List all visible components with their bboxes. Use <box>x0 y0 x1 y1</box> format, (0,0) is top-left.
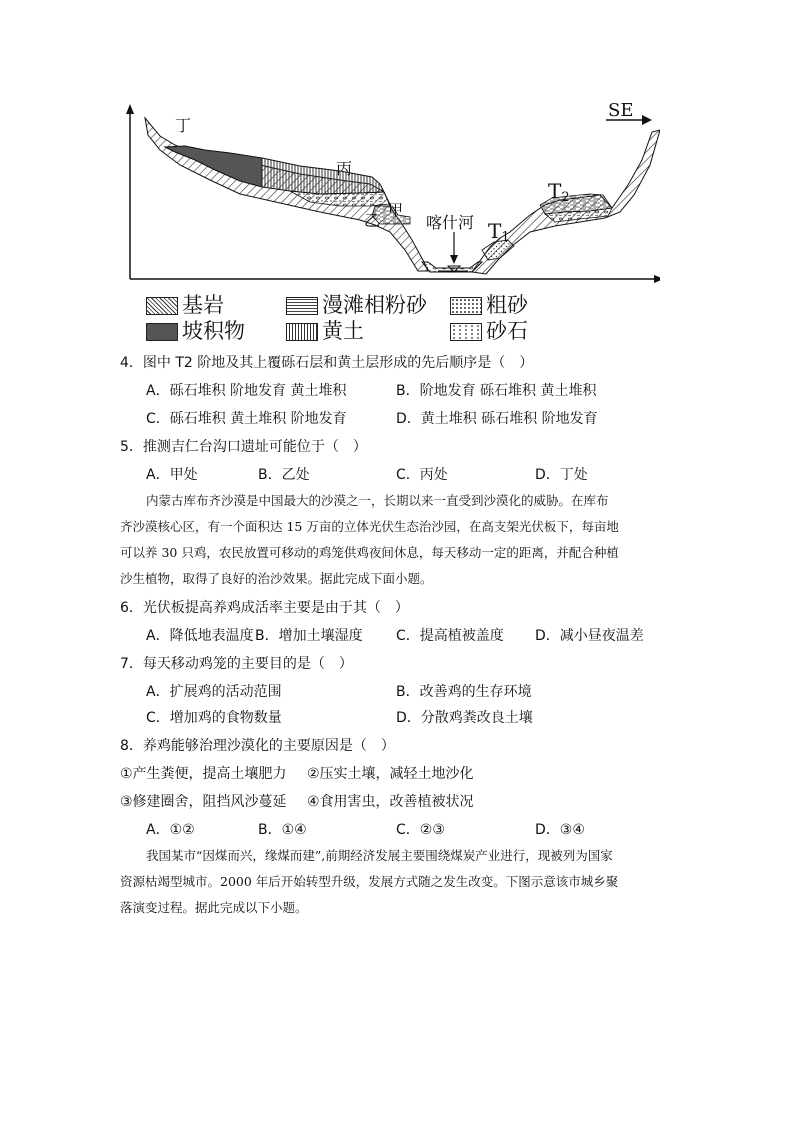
legend-label-coarse-sand: 粗砂 <box>486 293 528 317</box>
label-ding: 丁 <box>175 116 192 135</box>
q4-option-b: B．阶地发育 砾石堆积 黄土堆积 <box>396 383 597 399</box>
q8-statement-3: ③修建圈舍，阻挡风沙蔓延 <box>120 794 287 810</box>
q5-option-c: C．丙处 <box>396 467 448 483</box>
passage-2-line-2: 资源枯竭型城市。2000 年后开始转型升级，发展方式随之发生改变。下图示意该市城乡聚 <box>120 874 619 889</box>
q7-option-a: A．扩展鸡的活动范围 <box>146 684 282 700</box>
legend-swatch-loess <box>286 323 318 341</box>
q6-option-c: C．提高植被盖度 <box>396 628 504 644</box>
legend-swatch-coarse-sand <box>450 297 482 315</box>
q8-option-b: B．①④ <box>258 822 307 838</box>
legend-label-floodplain-silt: 漫滩相粉砂 <box>322 293 427 317</box>
q6-stem: 6．光伏板提高养鸡成活率主要是由于其（ ） <box>120 600 409 616</box>
label-yi: 乙 <box>364 211 381 230</box>
label-river: 喀什河 <box>426 213 475 232</box>
legend-swatch-colluvium <box>146 323 178 341</box>
label-t2: T2 <box>548 179 570 205</box>
legend-swatch-floodplain-silt <box>286 297 318 315</box>
passage-2-line-1: 我国某市“因煤而兴，缘煤而建”,前期经济发展主要围绕煤炭产业进行，现被列为国家 <box>146 848 613 863</box>
legend-swatch-bedrock <box>146 297 178 315</box>
label-bing: 丙 <box>336 159 353 178</box>
passage-1-line-4: 沙生植物，取得了良好的治沙效果。据此完成下面小题。 <box>120 571 433 586</box>
q8-stem: 8．养鸡能够治理沙漠化的主要原因是（ ） <box>120 738 395 754</box>
q8-option-d: D．③④ <box>535 822 585 838</box>
q8-statement-1: ①产生粪便，提高土壤肥力 <box>120 766 287 782</box>
loess-layer <box>262 158 384 194</box>
passage-1-line-3: 可以养 30 只鸡，农民放置可移动的鸡笼供鸡夜间休息，每天移动一定的距离，并配合种植 <box>120 545 619 560</box>
q7-option-d: D．分散鸡粪改良土壤 <box>396 710 533 726</box>
q5-option-b: B．乙处 <box>258 467 310 483</box>
q5-option-a: A．甲处 <box>146 467 198 483</box>
q7-option-c: C．增加鸡的食物数量 <box>146 710 282 726</box>
q5-stem: 5．推测吉仁台沟口遗址可能位于（ ） <box>120 439 367 455</box>
q7-stem: 7．每天移动鸡笼的主要目的是（ ） <box>120 656 353 672</box>
passage-2-line-3: 落演变过程。据此完成以下小题。 <box>120 900 308 915</box>
diagram-legend <box>140 292 580 344</box>
q8-option-a: A．①② <box>146 822 195 838</box>
q8-statement-2: ②压实土壤，减轻土地沙化 <box>307 766 474 782</box>
passage-2 <box>120 843 680 921</box>
legend-label-gravel: 砂石 <box>486 319 528 343</box>
label-se: SE <box>608 100 634 121</box>
q6-option-b: B．增加土壤湿度 <box>255 628 363 644</box>
passage-1-line-2: 齐沙漠核心区，有一个面积达 15 万亩的立体光伏生态治沙园，在高支架光伏板下，每亩地 <box>120 519 619 534</box>
label-t1: T1 <box>488 219 510 245</box>
legend-label-colluvium: 坡积物 <box>182 319 245 343</box>
q8-statement-4: ④食用害虫，改善植被状况 <box>307 794 474 810</box>
diagram-axes <box>126 104 660 283</box>
q4-option-c: C．砾石堆积 黄土堆积 阶地发育 <box>146 411 347 427</box>
q7-option-b: B．改善鸡的生存环境 <box>396 684 532 700</box>
passage-1-line-1: 内蒙古库布齐沙漠是中国最大的沙漠之一，长期以来一直受到沙漠化的威胁。在库布 <box>146 493 609 508</box>
q6-option-a: A．降低地表温度 <box>146 628 254 644</box>
q6-option-d: D．减小昼夜温差 <box>535 628 644 644</box>
legend-label-bedrock: 基岩 <box>182 293 224 317</box>
q8-option-c: C．②③ <box>396 822 445 838</box>
legend-label-loess: 黄土 <box>322 319 364 343</box>
legend-swatch-gravel <box>450 323 482 341</box>
label-jia: 甲 <box>388 201 404 219</box>
q4-option-d: D．黄土堆积 砾石堆积 阶地发育 <box>396 411 598 427</box>
q5-option-d: D．丁处 <box>535 467 588 483</box>
q4-option-a: A．砾石堆积 阶地发育 黄土堆积 <box>146 383 347 399</box>
passage-1 <box>120 488 680 592</box>
q4-stem: 4．图中 T2 阶地及其上覆砾石层和黄土层形成的先后顺序是（ ） <box>120 355 534 371</box>
